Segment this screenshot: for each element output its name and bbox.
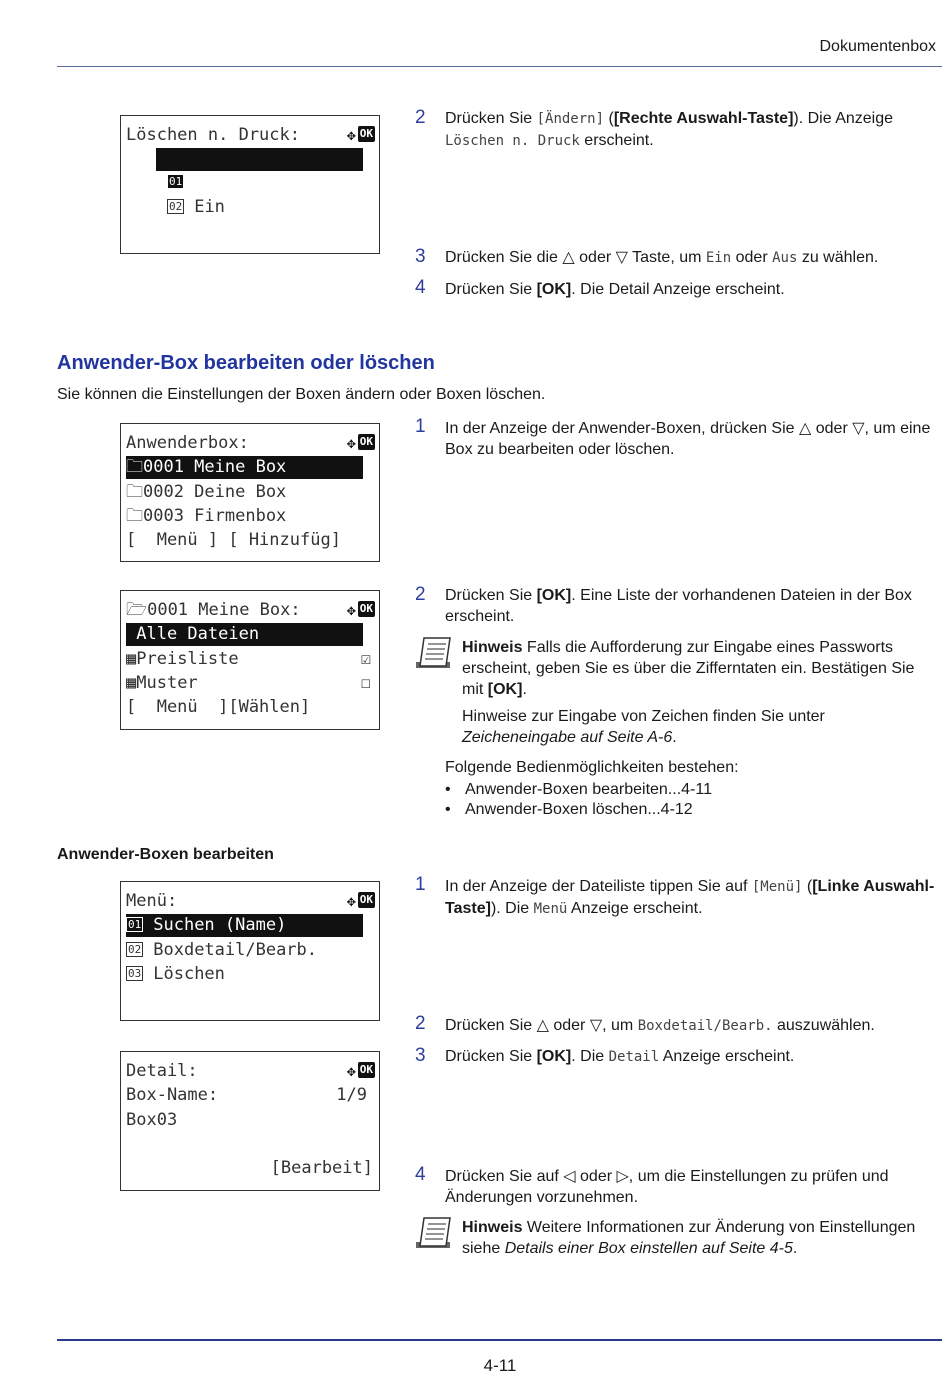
lcd-box-item: 🗀0003 Firmenbox (126, 506, 287, 526)
page-indicator: 1/9 (336, 1085, 367, 1105)
number-icon: 01 (168, 175, 183, 188)
step-number: 3 (415, 246, 426, 267)
subsection-title: Anwender-Boxen bearbeiten (57, 846, 274, 863)
lcd-box-name-value: Box03 (126, 1110, 178, 1130)
note-text: Hinweis Falls die Aufforderung zur Eingabe eines Passworts erscheint, geben Sie es über die Zifferntaten ein. Bestätigen Sie mit [OK]. (462, 639, 915, 698)
box-icon: 🗀 (126, 457, 143, 477)
lcd-title: Menü: (126, 891, 178, 911)
note-icon (416, 636, 456, 670)
number-icon: 01 (128, 918, 142, 931)
number-icon: 03 (128, 967, 142, 980)
note-icon (416, 1216, 456, 1250)
step-number: 4 (415, 1164, 426, 1185)
lcd-softkeys: [ Menü ] [ Hinzufüg] (126, 530, 341, 550)
lcd-softkey-edit: [Bearbeit] (270, 1158, 373, 1178)
lcd-title: Detail: (126, 1061, 198, 1081)
lcd-menu-item: 02 Boxdetail/Bearb. (128, 940, 318, 960)
section-title: Anwender-Box bearbeiten oder löschen (57, 352, 435, 374)
nav-ok-icon: ✥ OK (346, 126, 373, 144)
lcd-title: Löschen n. Druck: (126, 125, 300, 145)
step-text: In der Anzeige der Dateiliste tippen Sie auf [Menü] ([Linke Auswahl-Taste]). Die Menü Anzeige erscheint. (445, 878, 935, 917)
step-text: Drücken Sie [OK]. Die Detail Anzeige erscheint. (445, 281, 785, 298)
lcd-menu-item: 03 Löschen (128, 964, 225, 984)
lcd-all-files: Alle Dateien (126, 623, 363, 646)
checked-icon: ☑ (360, 649, 371, 669)
step-text: Drücken Sie △ oder ▽, um Boxdetail/Bearb. auszuwählen. (445, 1017, 875, 1034)
step-text: Drücken Sie die △ oder ▽ Taste, um Ein oder Aus zu wählen. (445, 249, 879, 266)
note-reference: Hinweise zur Eingabe von Zeichen finden Sie unter Zeicheneingabe auf Seite A-6. (462, 708, 825, 746)
unchecked-icon: ☐ (360, 673, 371, 693)
lcd-file-item: ▦Muster ☐ (126, 673, 371, 693)
lcd-menu-item: 01 Suchen (Name) (126, 914, 363, 937)
nav-ok-icon: ✥ OK (346, 601, 373, 619)
box-icon: 🗀 (126, 506, 143, 526)
step-text: Drücken Sie [OK]. Eine Liste der vorhandenen Dateien in der Box erscheint. (445, 587, 912, 625)
lcd-softkeys: [ Menü ][Wählen] (126, 697, 311, 717)
step-number: 2 (415, 1013, 426, 1034)
lcd-detail (120, 1051, 380, 1191)
footer-rule (57, 1339, 942, 1341)
lcd-box-item: 🗀0002 Deine Box (126, 482, 287, 502)
section-intro: Sie können die Einstellungen der Boxen ändern oder Boxen löschen. (57, 386, 546, 403)
step-number: 1 (415, 874, 426, 895)
document-icon: ▦ (126, 673, 137, 693)
lcd-delete-after-print (120, 115, 380, 254)
number-icon: 02 (128, 943, 142, 956)
step-number: 2 (415, 107, 426, 128)
lcd-option-ein: 02 Ein (168, 197, 225, 217)
lcd-menu (120, 881, 380, 1021)
lcd-box-name-label: Box-Name: 1/9 (126, 1085, 367, 1105)
lcd-title: Anwenderbox: (126, 433, 249, 453)
note-text: Hinweis Weitere Informationen zur Änderung von Einstellungen siehe Details einer Box einstellen auf Seite 4-5. (462, 1219, 916, 1257)
lcd-file-item: ▦Preisliste ☑ (126, 649, 371, 669)
lcd-user-box-list (120, 423, 380, 562)
header-title: Dokumentenbox (819, 38, 936, 55)
step-number: 4 (415, 277, 426, 298)
step-number: 3 (415, 1045, 426, 1066)
list-item: • Anwender-Boxen bearbeiten...4-11 (445, 781, 712, 799)
nav-ok-icon: ✥ OK (346, 434, 373, 452)
list-item: • Anwender-Boxen löschen...4-12 (445, 801, 693, 819)
lcd-box-item: 🗀0001 Meine Box (126, 456, 363, 479)
number-icon: 02 (168, 200, 183, 213)
lcd-file-list (120, 590, 380, 730)
step-text: In der Anzeige der Anwender-Boxen, drücken Sie △ oder ▽, um eine Box zu bearbeiten oder löschen. (445, 420, 931, 458)
step-text: Drücken Sie [Ändern] ([Rechte Auswahl-Taste]). Die Anzeige Löschen n. Druck erscheint. (445, 110, 894, 149)
options-intro: Folgende Bedienmöglichkeiten bestehen: (445, 759, 739, 776)
box-icon: 🗀 (126, 482, 143, 502)
step-number: 1 (415, 416, 426, 437)
document-icon: ▦ (126, 649, 137, 669)
lcd-title: 🗁0001 Meine Box: (126, 600, 301, 620)
nav-ok-icon: ✥ OK (346, 1062, 373, 1080)
step-text: Drücken Sie [OK]. Die Detail Anzeige erscheint. (445, 1048, 795, 1065)
open-box-icon: 🗁 (126, 600, 148, 620)
nav-ok-icon: ✥ OK (346, 892, 373, 910)
page-number: 4-11 (483, 1356, 517, 1375)
lcd-option-aus: 01 *Aus (126, 148, 363, 171)
header-rule (57, 66, 942, 67)
step-text: Drücken Sie auf ◁ oder ▷, um die Einstellungen zu prüfen und Änderungen vorzunehmen. (445, 1168, 889, 1206)
step-number: 2 (415, 584, 426, 605)
